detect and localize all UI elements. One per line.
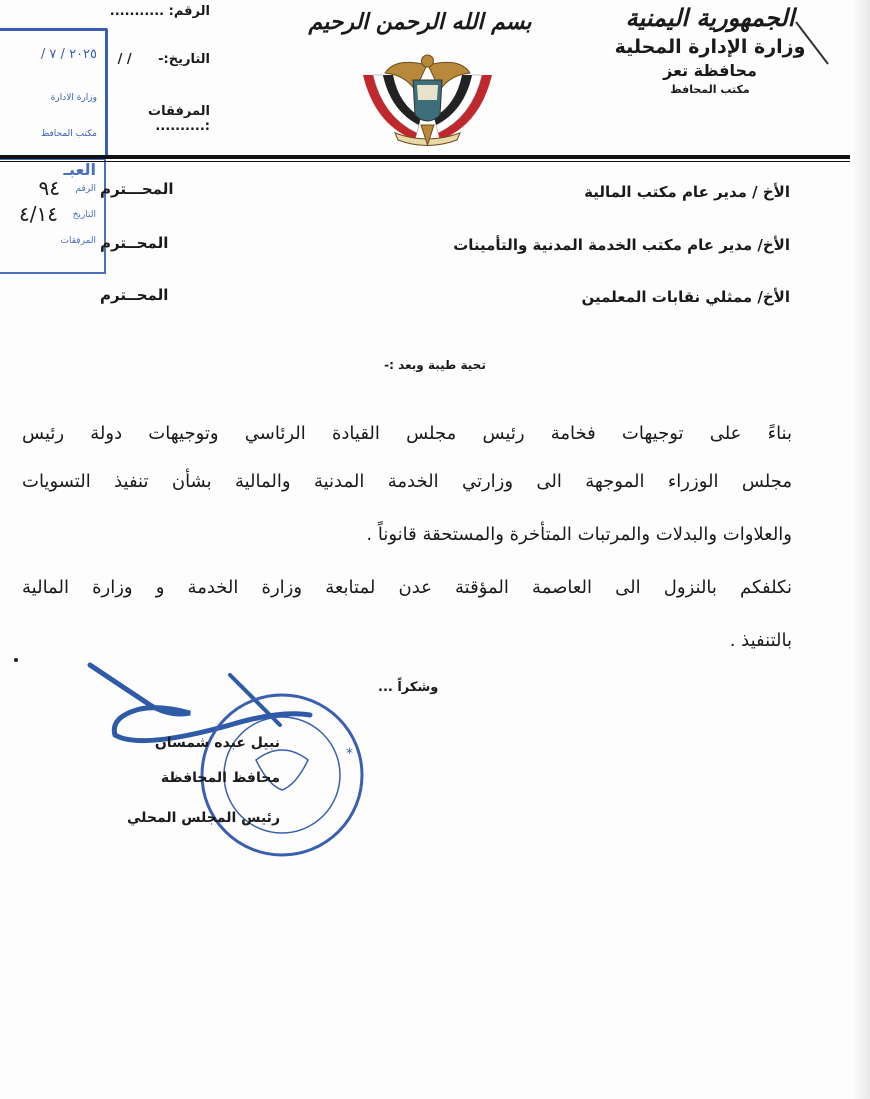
received-stamp-date-value: ٤/١٤ [19,202,58,226]
header-rule [0,155,850,159]
ref-number-label: الرقم: [168,4,210,19]
ref-date-label: التاريخ:- [158,52,210,67]
ref-date-field [100,52,210,67]
republic-name: الجمهورية اليمنية [625,3,795,32]
header-rule-thin [0,161,850,162]
incoming-stamp [0,28,108,158]
addressee-3: الأخ/ ممثلي نقابات المعلمين [581,288,790,306]
received-stamp-attachments-label: المرفقات [60,236,96,246]
ref-attachments-label: المرفقات [148,104,210,119]
stamp-top-line-1: ٢٠٢٥ / ٧ / [40,47,97,62]
received-stamp-title: العبـ [63,160,96,179]
governorate-name: محافظة تعز [663,61,757,80]
addressee-2: الأخ/ مدير عام مكتب الخدمة المدنية والتأمينات [453,236,790,254]
svg-text:*: * [346,746,353,762]
received-stamp-number-value: ٩٤ [38,176,60,200]
received-stamp [0,158,106,274]
signatory-council: رئيس المجلس المحلي [126,810,280,826]
yemen-eagle-emblem-icon [355,45,500,155]
signatory-title: محافظ المحافظة [160,770,280,786]
ref-number-field [100,4,210,19]
addressee-1: الأخ / مدير عام مكتب المالية [584,183,790,201]
addressee-3-respect: المحــترم [100,286,169,304]
ref-date-value: / / [117,52,132,67]
stamp-top-line-2: وزارة الادارة [50,93,97,103]
stamp-top-line-3: مكتب المحافظ [40,129,97,139]
pen-stroke-decoration [794,20,834,70]
office-name: مكتب المحافظ [670,83,750,96]
body-line-3: والعلاوات والبدلات والمرتبات المتأخرة والمستحقة قانوناً . [366,524,792,545]
closing-thanks: وشكراً ... [378,680,439,695]
ministry-name: وزارة الإدارة المحلية [614,36,806,58]
ref-number-dots: ........... [109,4,165,19]
page-edge-shadow [852,0,870,1099]
ref-attachments-dots: :.......... [155,119,210,134]
received-stamp-date-label: التاريخ [72,210,96,220]
received-stamp-number-label: الرقم [75,184,96,194]
body-line-1: بناءً على توجيهات فخامة رئيس مجلس القيادة الرئاسي وتوجيهات دولة رئيس [22,423,792,444]
addressee-2-respect: المحــترم [100,234,169,252]
basmala: بسم الله الرحمن الرحيم [308,9,532,35]
ref-attachments-field [100,104,210,134]
body-line-5: بالتنفيذ . [729,630,792,651]
body-line-4: نكلفكم بالنزول الى العاصمة المؤقتة عدن لمتابعة وزارة الخدمة و وزارة المالية [22,577,792,598]
ink-dot [14,658,18,662]
greeting: تحية طيبة وبعد :- [384,358,486,372]
signatory-name: نبيل عبده شمسان [154,735,280,751]
body-line-2: مجلس الوزراء الموجهة الى وزارتي الخدمة المدنية والمالية بشأن تنفيذ التسويات [22,471,792,492]
addressee-1-respect: المحـــترم [100,180,174,198]
